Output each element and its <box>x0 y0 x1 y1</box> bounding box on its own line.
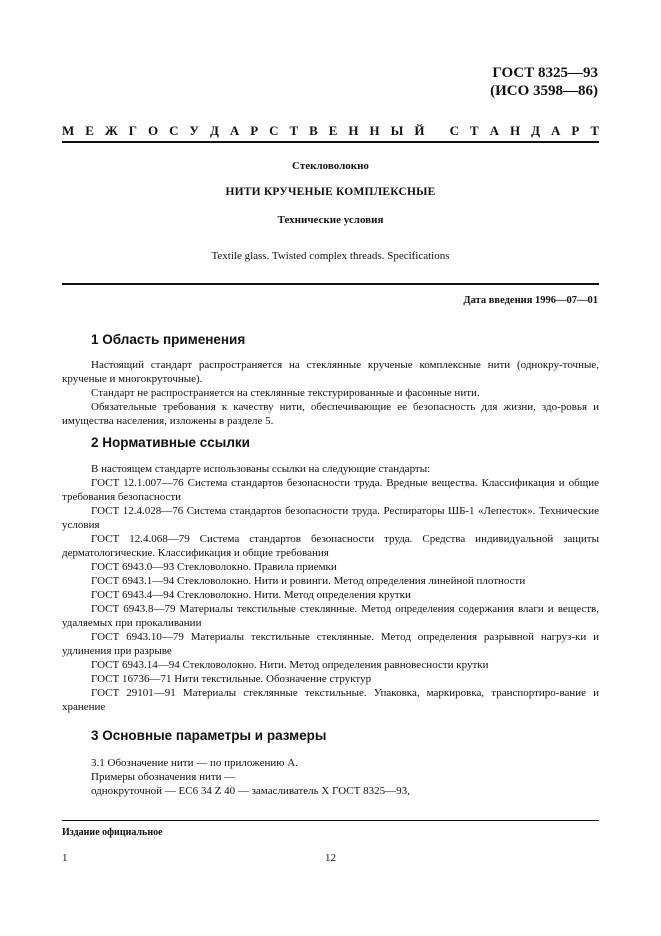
document-kind: Технические условия <box>277 214 384 226</box>
interstate-letter: С <box>449 123 460 138</box>
interstate-letter: Т <box>289 123 299 138</box>
interstate-letter: Н <box>348 123 359 138</box>
interstate-letter: Р <box>571 123 580 138</box>
gost-code-line2: (ИСО 3598—86) <box>490 83 598 99</box>
header-rule <box>62 141 599 143</box>
interstate-letter: Н <box>369 123 380 138</box>
footer-rule <box>62 820 599 821</box>
section2-body <box>62 462 599 714</box>
interstate-letter: Д <box>531 123 541 138</box>
paragraph: Примеры обозначения нити — <box>91 771 236 783</box>
section1-heading: 1 Область применения <box>91 332 246 347</box>
subject-title: Стекловолокно <box>292 160 369 172</box>
paragraph: ГОСТ 6943.14—94 Стекловолокно. Нити. Метод определения равновесности крутки <box>91 659 489 671</box>
page-number-center: 12 <box>325 852 336 864</box>
interstate-letter: В <box>309 123 318 138</box>
interstate-letter: Г <box>128 123 137 138</box>
interstate-letter: Р <box>250 123 259 138</box>
paragraph: Стандарт не распространяется на стеклянные текстурированные и фасонные нити. <box>91 387 480 399</box>
interstate-letter: Е <box>328 123 338 138</box>
paragraph: ГОСТ 6943.0—93 Стекловолокно. Правила приемки <box>91 561 337 573</box>
paragraph: ГОСТ 16736—71 Нити текстильные. Обозначение структур <box>91 673 372 685</box>
interstate-letter <box>435 123 438 139</box>
paragraph: ГОСТ 12.4.028—76 Система стандартов безопасности труда. Респираторы ШБ-1 «Лепесток». Технические условия <box>62 505 599 531</box>
interstate-letter: Ж <box>104 123 118 138</box>
paragraph: однокруточной — ЕС6 34 Z 40 — замасливатель X ГОСТ 8325—93, <box>91 785 410 797</box>
interstate-letter: С <box>269 123 279 138</box>
paragraph: ГОСТ 12.4.068—79 Система стандартов безопасности труда. Средства индивидуальной защиты дерматологические. Классификация и общие требования <box>62 533 599 559</box>
gost-code <box>490 64 598 100</box>
title-rule <box>62 283 599 285</box>
paragraph: ГОСТ 12.1.007—76 Система стандартов безопасности труда. Вредные вещества. Классификация и общие требования безопасности <box>62 477 599 503</box>
paragraph: В настоящем стандарте использованы ссылки на следующие стандарты: <box>91 463 431 475</box>
section3-heading: 3 Основные параметры и размеры <box>91 728 327 743</box>
paragraph: Обязательные требования к качеству нити, обеспечивающие ее безопасность для жизни, здо-ровья и имущества населения, изложены в разделе 5. <box>62 401 599 427</box>
page-number-left: 1 <box>62 852 68 864</box>
interstate-letter: М <box>62 123 75 138</box>
section3-body <box>62 756 599 798</box>
paragraph: ГОСТ 6943.10—79 Материалы текстильные стеклянные. Метод определения разрывной нагруз-ки и удлинения при разрыве <box>62 631 599 657</box>
paragraph: ГОСТ 6943.4—94 Стекловолокно. Нити. Метод определения крутки <box>91 589 411 601</box>
interstate-letter: Й <box>414 123 425 138</box>
paragraph: ГОСТ 29101—91 Материалы стеклянные текстильные. Упаковка, маркировка, транспортиро-вание и хранение <box>62 687 599 713</box>
interstate-letter: Т <box>590 123 599 138</box>
interstate-standard-label <box>62 123 599 139</box>
interstate-letter: С <box>169 123 179 138</box>
document-title: НИТИ КРУЧЕНЫЕ КОМПЛЕКСНЫЕ <box>225 186 436 198</box>
paragraph: 3.1 Обозначение нити — по приложению А. <box>91 757 298 769</box>
edition-label: Издание официальное <box>62 827 163 838</box>
interstate-letter: Ы <box>390 123 404 138</box>
section1-body <box>62 358 599 428</box>
interstate-letter: А <box>551 123 561 138</box>
english-title: Textile glass. Twisted complex threads. Specifications <box>211 250 450 262</box>
interstate-letter: А <box>229 123 240 138</box>
paragraph: ГОСТ 6943.8—79 Материалы текстильные стеклянные. Метод определения содержания влаги и веществ, удаляемых при прокаливании <box>62 603 599 629</box>
interstate-letter: Н <box>510 123 521 138</box>
paragraph: ГОСТ 6943.1—94 Стекловолокно. Нити и ровинги. Метод определения линейной плотности <box>91 575 526 587</box>
effective-date: Дата введения 1996—07—01 <box>463 295 598 306</box>
interstate-letter: Д <box>209 123 219 138</box>
interstate-letter: У <box>189 123 199 138</box>
paragraph: Настоящий стандарт распространяется на стеклянные крученые комплексные нити (однокру-точные, крученые и многокруточные). <box>62 359 599 385</box>
interstate-letter: А <box>489 123 500 138</box>
section2-heading: 2 Нормативные ссылки <box>91 435 250 450</box>
interstate-letter: Е <box>85 123 94 138</box>
interstate-letter: О <box>147 123 159 138</box>
gost-code-line1: ГОСТ 8325—93 <box>492 65 598 81</box>
interstate-letter: Т <box>470 123 479 138</box>
